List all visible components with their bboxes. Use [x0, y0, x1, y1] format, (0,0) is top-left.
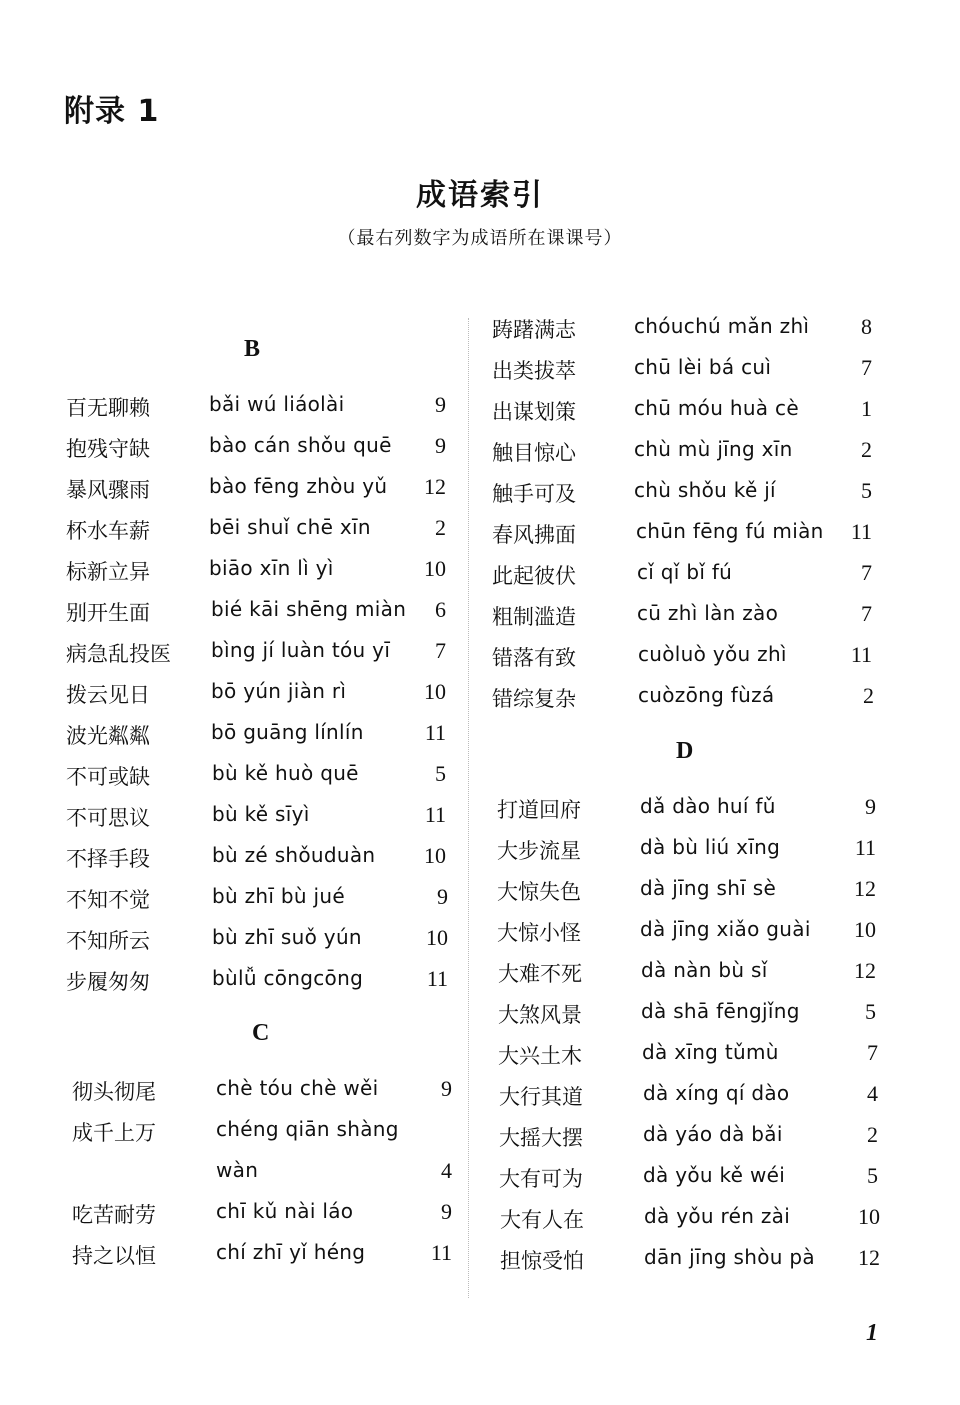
idiom-text: 大摇大摆	[499, 1126, 583, 1150]
idiom-text: 大惊小怪	[497, 921, 581, 945]
column-divider	[468, 318, 469, 1298]
idiom-text: 大难不死	[498, 962, 582, 986]
pinyin-text: wàn	[216, 1158, 259, 1182]
idiom-text: 不择手段	[66, 847, 150, 871]
idiom-text: 暴风骤雨	[66, 478, 150, 502]
idiom-text: 大有人在	[500, 1208, 584, 1232]
appendix-label: 附录 1	[64, 94, 160, 129]
lesson-number: 5	[435, 761, 446, 786]
idiom-text: 大惊失色	[497, 880, 581, 904]
lesson-number: 7	[435, 638, 446, 663]
pinyin-text: biāo xīn lì yì	[209, 556, 334, 580]
pinyin-text: chī kǔ nài láo	[216, 1199, 354, 1223]
idiom-text: 吃苦耐劳	[72, 1203, 156, 1227]
lesson-number: 7	[861, 601, 872, 626]
idiom-text: 大有可为	[499, 1167, 583, 1191]
idiom-text: 不可或缺	[66, 765, 150, 789]
pinyin-text: bō yún jiàn rì	[211, 679, 347, 703]
idiom-text: 出类拔萃	[492, 359, 576, 383]
idiom-text: 踌躇满志	[492, 318, 576, 342]
idiom-text: 错落有致	[492, 646, 576, 670]
idiom-text: 此起彼伏	[492, 564, 576, 588]
pinyin-text: dà yǒu kě wéi	[643, 1163, 786, 1187]
idiom-text: 大行其道	[499, 1085, 583, 1109]
idiom-text: 杯水车薪	[66, 519, 150, 543]
pinyin-text: chū móu huà cè	[634, 396, 799, 420]
pinyin-text: bào cán shǒu quē	[209, 433, 392, 457]
idiom-text: 抱残守缺	[66, 437, 150, 461]
idiom-text: 不可思议	[66, 806, 150, 830]
lesson-number: 9	[435, 392, 446, 417]
page-subtitle: （最右列数字为成语所在课课号）	[337, 228, 623, 249]
idiom-text: 成千上万	[72, 1121, 156, 1145]
lesson-number: 5	[865, 999, 876, 1024]
pinyin-text: chí zhī yǐ héng	[216, 1240, 366, 1264]
pinyin-text: dà shā fēngjǐng	[641, 999, 800, 1023]
pinyin-text: dà nàn bù sǐ	[641, 958, 768, 982]
lesson-number: 5	[867, 1163, 878, 1188]
section-letter-d: D	[676, 738, 694, 764]
idiom-text: 病急乱投医	[66, 642, 171, 666]
lesson-number: 11	[424, 802, 446, 827]
lesson-number: 2	[861, 437, 872, 462]
pinyin-text: bù kě huò quē	[212, 761, 359, 785]
pinyin-text: bù zhī suǒ yún	[212, 925, 362, 949]
lesson-number: 11	[850, 519, 872, 544]
lesson-number: 9	[865, 794, 876, 819]
idiom-text: 大步流星	[497, 839, 581, 863]
pinyin-text: bēi shuǐ chē xīn	[209, 515, 371, 539]
pinyin-text: dà jīng xiǎo guài	[640, 917, 811, 941]
pinyin-text: bù kě sīyì	[212, 802, 310, 826]
pinyin-text: bìng jí luàn tóu yī	[211, 638, 391, 662]
idiom-text: 百无聊赖	[66, 396, 150, 420]
idiom-text: 大兴土木	[498, 1044, 582, 1068]
idiom-text: 不知所云	[66, 929, 150, 953]
pinyin-text: bào fēng zhòu yǔ	[209, 474, 388, 498]
lesson-number: 12	[424, 474, 446, 499]
lesson-number: 11	[426, 966, 448, 991]
idiom-text: 春风拂面	[492, 523, 576, 547]
pinyin-text: chūn fēng fú miàn	[636, 519, 824, 543]
pinyin-text: dān jīng shòu pà	[644, 1245, 815, 1269]
lesson-number: 11	[854, 835, 876, 860]
pinyin-text: bō guāng línlín	[211, 720, 364, 744]
lesson-number: 4	[867, 1081, 878, 1106]
idiom-text: 担惊受怕	[500, 1249, 584, 1273]
lesson-number: 10	[424, 843, 446, 868]
pinyin-text: chù shǒu kě jí	[634, 478, 776, 502]
idiom-text: 出谋划策	[492, 400, 576, 424]
lesson-number: 7	[861, 355, 872, 380]
lesson-number: 12	[854, 876, 876, 901]
lesson-number: 12	[854, 958, 876, 983]
pinyin-text: dà bù liú xīng	[640, 835, 781, 859]
pinyin-text: bǎi wú liáolài	[209, 392, 345, 416]
section-letter-b: B	[244, 336, 261, 362]
lesson-number: 5	[861, 478, 872, 503]
idiom-text: 波光粼粼	[66, 724, 150, 748]
pinyin-text: chū lèi bá cuì	[634, 355, 772, 379]
idiom-text: 触目惊心	[492, 441, 576, 465]
lesson-number: 1	[861, 396, 872, 421]
idiom-text: 不知不觉	[66, 888, 150, 912]
page-number: 1	[866, 1320, 878, 1346]
idiom-text: 标新立异	[66, 560, 150, 584]
idiom-text: 粗制滥造	[492, 605, 576, 629]
lesson-number: 11	[850, 642, 872, 667]
pinyin-text: dà yǒu rén zài	[644, 1204, 791, 1228]
lesson-number: 10	[858, 1204, 880, 1229]
lesson-number: 11	[430, 1240, 452, 1265]
lesson-number: 7	[861, 560, 872, 585]
pinyin-text: cū zhì làn zào	[637, 601, 779, 625]
lesson-number: 10	[424, 556, 446, 581]
pinyin-text: chéng qiān shàng	[216, 1117, 399, 1141]
lesson-number: 11	[424, 720, 446, 745]
lesson-number: 4	[441, 1158, 452, 1183]
pinyin-text: dǎ dào huí fǔ	[640, 794, 776, 818]
pinyin-text: dà xīng tǔmù	[642, 1040, 779, 1064]
pinyin-text: bùlǚ cōngcōng	[212, 966, 364, 990]
pinyin-text: cuòzōng fùzá	[638, 683, 775, 707]
lesson-number: 9	[441, 1199, 452, 1224]
idiom-text: 大煞风景	[498, 1003, 582, 1027]
pinyin-text: cuòluò yǒu zhì	[638, 642, 787, 666]
pinyin-text: bù zhī bù jué	[212, 884, 345, 908]
lesson-number: 12	[858, 1245, 880, 1270]
lesson-number: 7	[867, 1040, 878, 1065]
lesson-number: 8	[861, 314, 872, 339]
pinyin-text: bù zé shǒuduàn	[212, 843, 376, 867]
idiom-text: 打道回府	[497, 798, 581, 822]
idiom-text: 错综复杂	[492, 687, 576, 711]
pinyin-text: cǐ qǐ bǐ fú	[637, 560, 733, 584]
lesson-number: 9	[441, 1076, 452, 1101]
idiom-text: 步履匆匆	[66, 970, 150, 994]
idiom-text: 彻头彻尾	[72, 1080, 156, 1104]
lesson-number: 2	[867, 1122, 878, 1147]
lesson-number: 6	[435, 597, 446, 622]
pinyin-text: chóuchú mǎn zhì	[634, 314, 810, 338]
idiom-text: 别开生面	[66, 601, 150, 625]
idiom-text: 持之以恒	[72, 1244, 156, 1268]
pinyin-text: dà yáo dà bǎi	[643, 1122, 783, 1146]
pinyin-text: dà jīng shī sè	[640, 876, 777, 900]
pinyin-text: chù mù jīng xīn	[634, 437, 793, 461]
pinyin-text: bié kāi shēng miàn	[211, 597, 407, 621]
lesson-number: 9	[435, 433, 446, 458]
lesson-number: 10	[426, 925, 448, 950]
page-title: 成语索引	[416, 178, 544, 213]
idiom-text: 拨云见日	[66, 683, 150, 707]
pinyin-text: chè tóu chè wěi	[216, 1076, 379, 1100]
section-letter-c: C	[252, 1020, 270, 1046]
lesson-number: 10	[424, 679, 446, 704]
pinyin-text: dà xíng qí dào	[643, 1081, 790, 1105]
lesson-number: 2	[435, 515, 446, 540]
idiom-text: 触手可及	[492, 482, 576, 506]
lesson-number: 10	[854, 917, 876, 942]
lesson-number: 9	[437, 884, 448, 909]
lesson-number: 2	[863, 683, 874, 708]
